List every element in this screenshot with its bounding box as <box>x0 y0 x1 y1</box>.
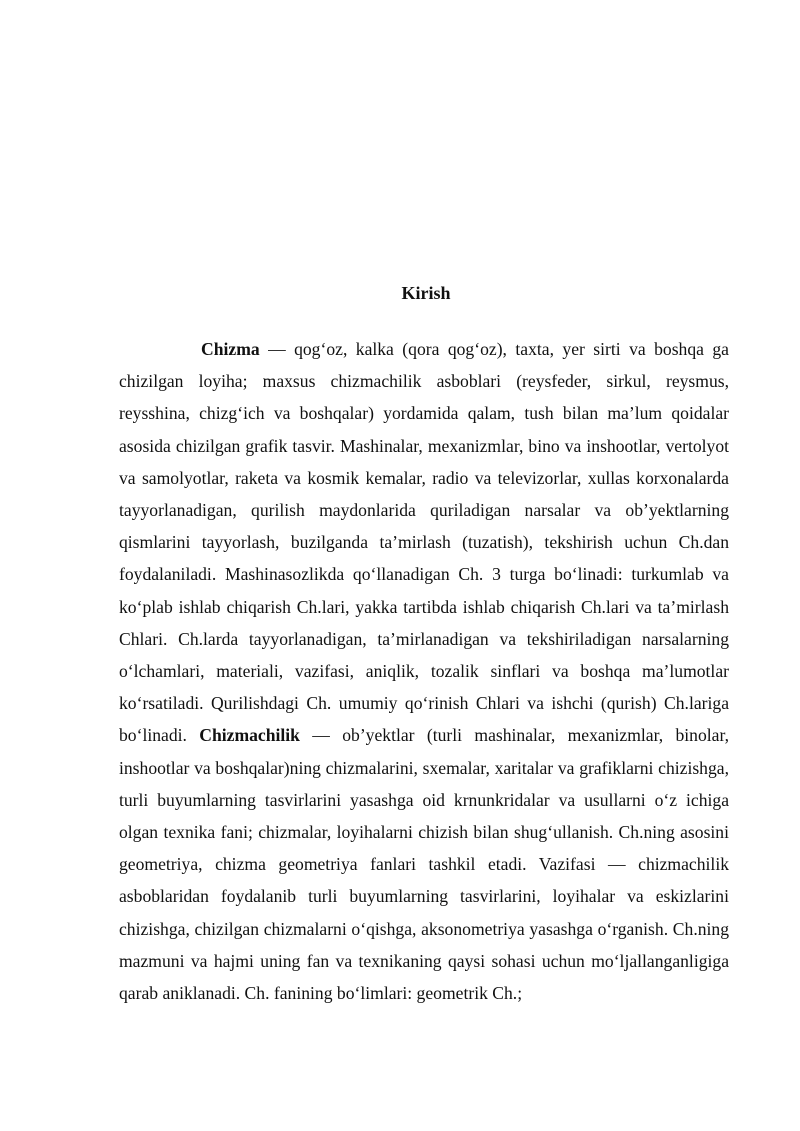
section-heading: Kirish <box>401 283 451 303</box>
definition-chizmachilik: — ob’yektlar (turli mashinalar, mexanizmlar, binolar, inshootlar va boshqalar)ning chizmalarini, sxemalar, xaritalar va grafiklarni chizishga, turli buyumlarning tasvirlarini yasashga oid krnunkridalar va usullarni o‘z ichiga olgan texnika fani; chizmalar, loyihalarni chizish bilan shug‘ullanish. Ch.ning asosini geometriya, chizma geometriya fanlari tashkil etadi. Vazifasi — chizmachilik asboblaridan foydalanib turli buyumlarning tasvirlarini, loyihalar va eskizlarini chizishga, chizilgan chizmalarni o‘qishga, aksonometriya yasashga o‘rganish. Ch.ning mazmuni va hajmi uning fan va texnikaning qaysi sohasi uchun mo‘ljallanganligiga qarab aniklanadi. Ch. fanining bo‘limlari: geometrik Ch.; <box>119 725 729 1004</box>
definition-chizma: — qog‘oz, kalka (qora qog‘oz), taxta, yer sirti va boshqa ga chizilgan loyiha; maxsus chizmachilik asboblari (reysfeder, sirkul, reysmus, reysshina, chizg‘ich va boshqalar) yordamida qalam, tush bilan ma’lum qoidalar asosida chizilgan grafik tasvir. Mashinalar, mexanizmlar, bino va inshootlar, vertolyot va samolyotlar, raketa va kosmik kemalar, radio va televizorlar, xullas korxonalarda tayyorlanadigan, qurilish maydonlarida quriladigan narsalar va ob’yektlarning qismlarini tayyorlash, buzilganda ta’mirlash (tuzatish), tekshirish uchun Ch.dan foydalaniladi. Mashinasozlikda qo‘llanadigan Ch. 3 turga bo‘linadi: turkumlab va ko‘plab ishlab chiqarish Ch.lari, yakka tartibda ishlab chiqarish Ch.lari va ta’mirlash Chlari. Ch.larda tayyorlanadigan, ta’mirlanadigan va tekshiriladigan narsalarning o‘lchamlari, materiali, vazifasi, aniqlik, tozalik sinflari va boshqa ma’lumotlar ko‘rsatiladi. Qurilishdagi Ch. umumiy qo‘rinish Chlari va ishchi (qurish) Ch.lariga bo‘linadi. <box>119 339 729 746</box>
term-chizmachilik: Chizmachilik <box>199 725 300 746</box>
term-chizma: Chizma <box>201 339 260 359</box>
body-paragraph <box>119 333 729 1009</box>
